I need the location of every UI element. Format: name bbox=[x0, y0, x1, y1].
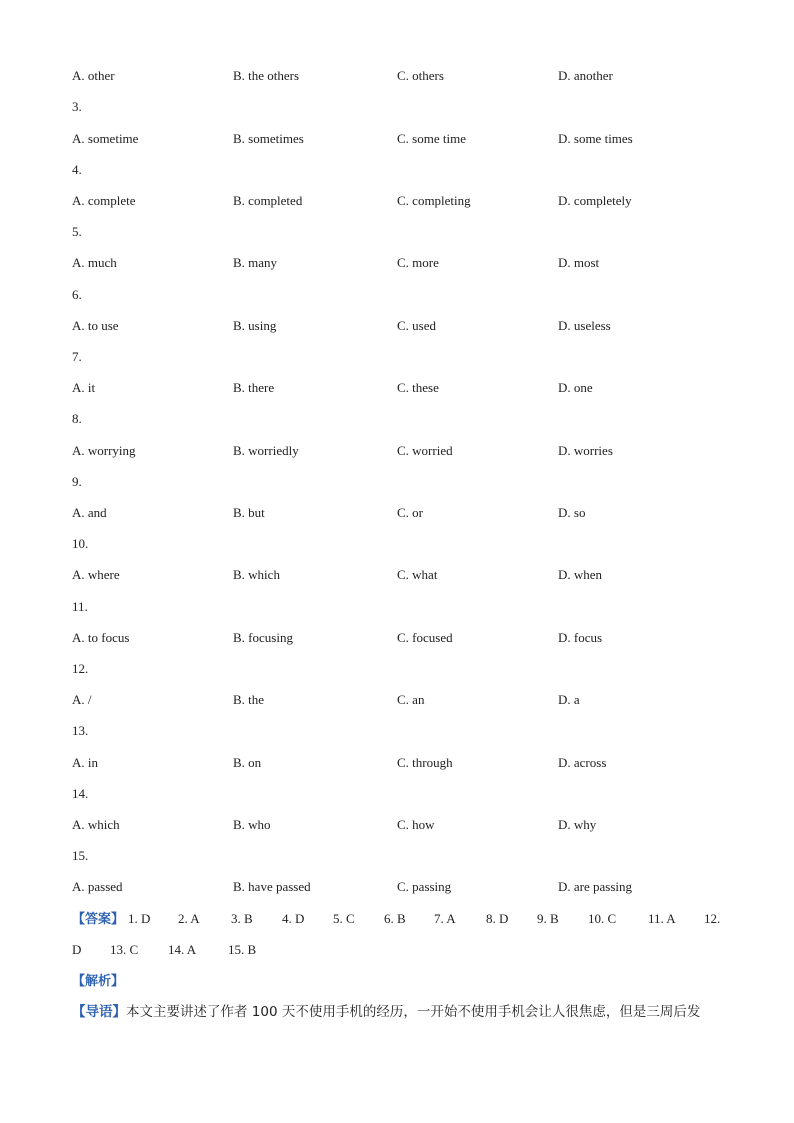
answer-item: 11. A bbox=[648, 911, 676, 926]
option-b: B. completed bbox=[233, 193, 303, 208]
question-number: 4. bbox=[72, 162, 82, 177]
question-number: 5. bbox=[72, 224, 82, 239]
analysis-heading bbox=[72, 971, 124, 992]
option-d: D. some times bbox=[558, 131, 633, 146]
option-a: A. passed bbox=[72, 879, 123, 894]
answer-item: 12. bbox=[704, 911, 721, 926]
option-d: D. worries bbox=[558, 443, 613, 458]
option-d: D. one bbox=[558, 380, 593, 395]
option-a: A. other bbox=[72, 68, 115, 83]
answer-item: 7. A bbox=[434, 911, 456, 926]
option-b: B. many bbox=[233, 255, 278, 270]
option-c: C. through bbox=[397, 755, 453, 770]
question-number: 14. bbox=[72, 786, 89, 801]
option-a: A. and bbox=[72, 505, 107, 520]
option-a: A. much bbox=[72, 255, 117, 270]
answer-item: 13. C bbox=[110, 942, 139, 957]
option-c: C. others bbox=[397, 68, 444, 83]
answer-item: 14. A bbox=[168, 942, 197, 957]
question-number: 12. bbox=[72, 661, 89, 676]
option-d: D. are passing bbox=[558, 879, 633, 894]
option-b: B. who bbox=[233, 817, 271, 832]
option-a: A. sometime bbox=[72, 131, 139, 146]
answer-label: 【答案】 bbox=[72, 912, 125, 927]
analysis-label: 【解析】 bbox=[72, 974, 125, 989]
option-c: C. or bbox=[397, 505, 423, 520]
answer-item: 5. C bbox=[333, 911, 355, 926]
option-c: C. some time bbox=[397, 131, 466, 146]
option-c: C. how bbox=[397, 817, 435, 832]
option-d: D. a bbox=[558, 692, 580, 707]
option-a: A. worrying bbox=[72, 443, 136, 458]
option-b: B. worriedly bbox=[233, 443, 299, 458]
guide-text: 本文主要讲述了作者 100 天不使用手机的经历，一开始不使用手机会让人很焦虑，但是三周后发 bbox=[126, 1004, 701, 1020]
option-d: D. most bbox=[558, 255, 600, 270]
option-c: C. these bbox=[397, 380, 439, 395]
answer-item: 3. B bbox=[231, 911, 253, 926]
guide-paragraph bbox=[72, 1002, 700, 1022]
option-c: C. used bbox=[397, 318, 436, 333]
answer-item: 6. B bbox=[384, 911, 406, 926]
option-a: A. in bbox=[72, 755, 98, 770]
option-b: B. using bbox=[233, 318, 277, 333]
option-a: A. it bbox=[72, 380, 96, 395]
option-a: A. to focus bbox=[72, 630, 130, 645]
question-number: 6. bbox=[72, 287, 82, 302]
option-b: B. there bbox=[233, 380, 275, 395]
option-a: A. which bbox=[72, 817, 120, 832]
option-d: D. useless bbox=[558, 318, 611, 333]
question-number: 15. bbox=[72, 848, 89, 863]
option-d: D. so bbox=[558, 505, 586, 520]
question-number: 13. bbox=[72, 723, 89, 738]
option-d: D. why bbox=[558, 817, 597, 832]
question-number: 9. bbox=[72, 474, 82, 489]
option-d: D. completely bbox=[558, 193, 632, 208]
guide-label: 【导语】 bbox=[72, 1004, 126, 1020]
option-c: C. what bbox=[397, 567, 438, 582]
option-d: D. across bbox=[558, 755, 607, 770]
option-b: B. the others bbox=[233, 68, 300, 83]
question-number: 7. bbox=[72, 349, 82, 364]
answer-item: 4. D bbox=[282, 911, 305, 926]
option-c: C. an bbox=[397, 692, 425, 707]
option-c: C. more bbox=[397, 255, 439, 270]
option-c: C. worried bbox=[397, 443, 453, 458]
answer-item: D bbox=[72, 942, 82, 957]
answer-item: 2. A bbox=[178, 911, 200, 926]
option-b: B. on bbox=[233, 755, 262, 770]
option-a: A. complete bbox=[72, 193, 136, 208]
option-b: B. focusing bbox=[233, 630, 293, 645]
option-b: B. the bbox=[233, 692, 265, 707]
answer-item: 8. D bbox=[486, 911, 509, 926]
question-number: 8. bbox=[72, 411, 82, 426]
answer-item: 15. B bbox=[228, 942, 257, 957]
option-d: D. when bbox=[558, 567, 603, 582]
answer-item: 10. C bbox=[588, 911, 617, 926]
option-b: B. which bbox=[233, 567, 280, 582]
option-b: B. have passed bbox=[233, 879, 311, 894]
option-b: B. sometimes bbox=[233, 131, 304, 146]
option-c: C. completing bbox=[397, 193, 471, 208]
question-number: 3. bbox=[72, 99, 82, 114]
question-number: 11. bbox=[72, 599, 88, 614]
option-b: B. but bbox=[233, 505, 265, 520]
option-a: A. to use bbox=[72, 318, 119, 333]
option-a: A. / bbox=[72, 692, 92, 707]
answer-key bbox=[72, 909, 732, 957]
option-c: C. focused bbox=[397, 630, 453, 645]
option-d: D. focus bbox=[558, 630, 603, 645]
option-a: A. where bbox=[72, 567, 120, 582]
answer-item: 1. D bbox=[128, 911, 151, 926]
option-c: C. passing bbox=[397, 879, 452, 894]
option-d: D. another bbox=[558, 68, 613, 83]
answer-item: 9. B bbox=[537, 911, 559, 926]
question-number: 10. bbox=[72, 536, 89, 551]
